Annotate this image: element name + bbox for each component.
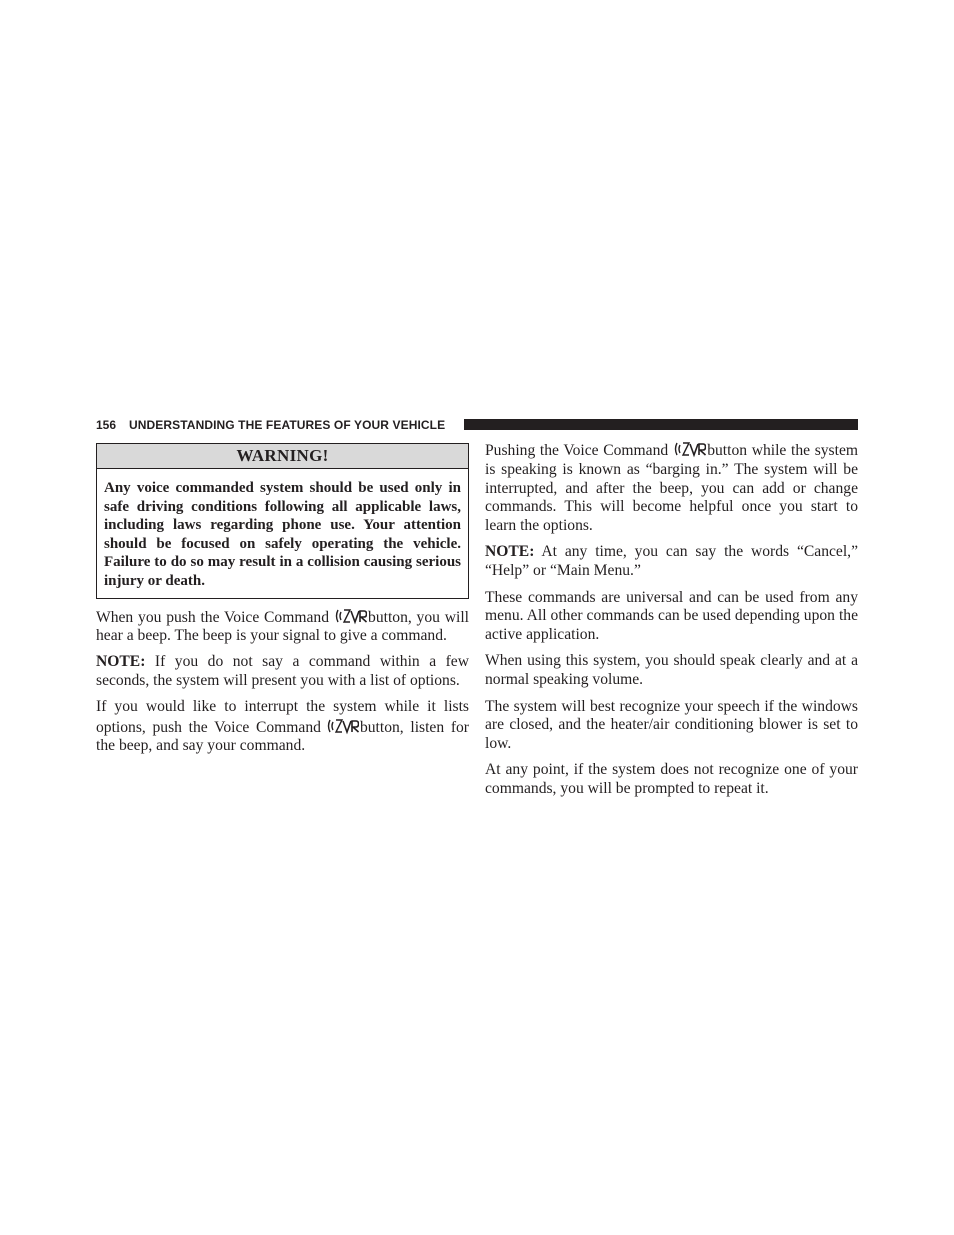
note-paragraph-right: NOTE: At any time, you can say the words “Cancel,” “Help” or “Main Menu.” [485,543,858,580]
voice-command-icon [333,607,367,625]
paragraph-interrupt-system: If you would like to interrupt the system while it lists options, push the Voice Command button, listen for the beep, and say your command. [96,697,469,755]
left-column [96,440,469,756]
note-label: NOTE: [96,653,146,671]
paragraph-universal-commands: These commands are universal and can be used from any menu. All other commands can be used depending upon the active application. [485,588,858,644]
note-paragraph-left: NOTE: If you do not say a command within a few seconds, the system will present you with a list of options. [96,653,469,689]
header-rule [464,419,858,430]
section-title: UNDERSTANDING THE FEATURES OF YOUR VEHICLE [129,418,446,432]
page-header [96,417,858,433]
note-label: NOTE: [485,543,535,561]
paragraph-barging-in: Pushing the Voice Command button while the system is speaking is known as “barging in.” The system will be interrupted, and after the beep, you can add or change commands. This will become helpful once you start to learn the options. [485,442,859,535]
paragraph-speak-clearly: When using this system, you should speak clearly and at a normal speaking volume. [485,652,858,689]
warning-box [96,443,469,599]
right-column [485,440,858,807]
warning-title: WARNING! [97,444,468,469]
voice-command-icon [325,717,359,735]
paragraph-recognize-speech: The system will best recognize your speech if the windows are closed, and the heater/air conditioning blower is set to low. [485,697,858,753]
voice-command-icon [672,440,706,458]
paragraph-repeat-command: At any point, if the system does not recognize one of your commands, you will be prompted to repeat it. [485,761,858,798]
warning-text: Any voice commanded system should be used only in safe driving conditions following all applicable laws, including laws regarding phone use. Your attention should be focused on safely operating the vehicle. Failure to do so may result in a collision causing serious injury or death. [104,480,461,589]
page-number: 156 [96,418,117,432]
paragraph-push-voice-command: When you push the Voice Command button, you will hear a beep. The beep is your signal to give a command. [96,608,469,645]
